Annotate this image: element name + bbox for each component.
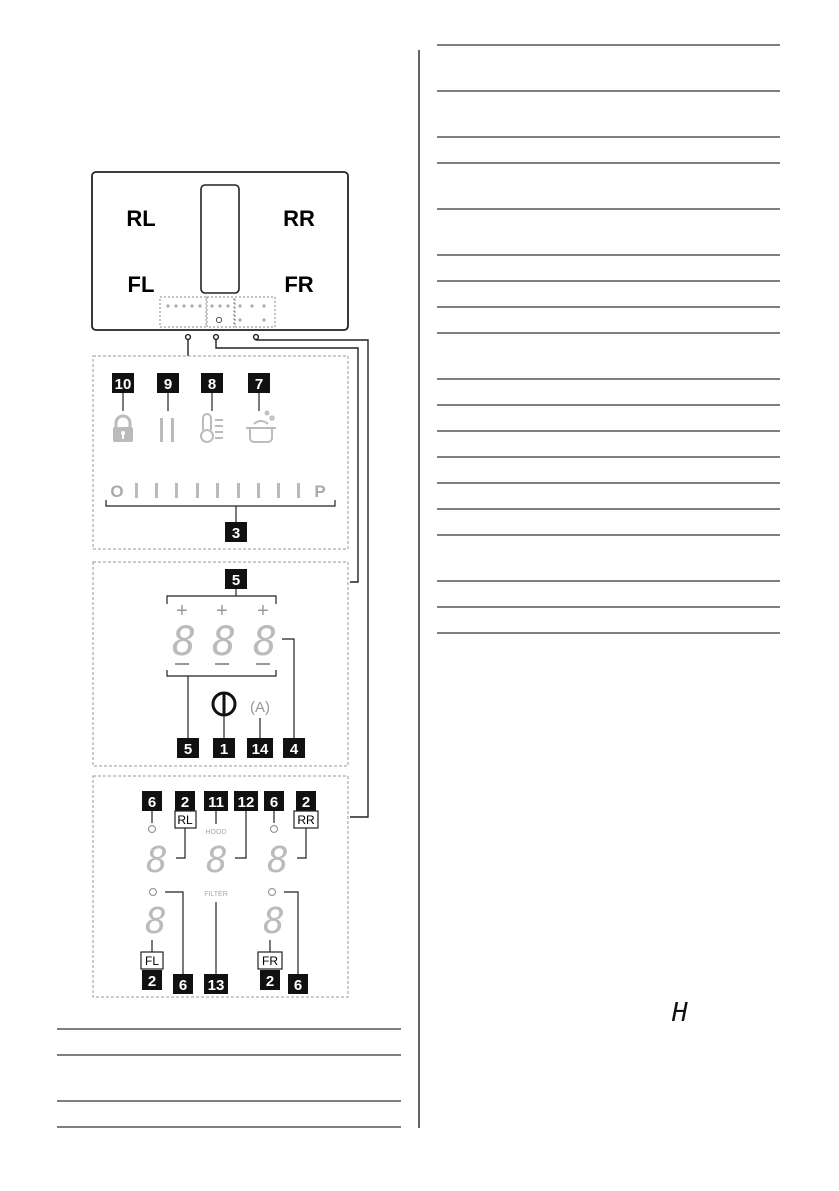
digit-rr: 8 (267, 840, 289, 881)
timer-icon-rr[interactable] (271, 826, 278, 833)
badge-zone-fr: 2 (265, 973, 275, 990)
badge-display: 4 (289, 741, 299, 758)
slider-start-label: O (110, 482, 124, 501)
power-icon[interactable] (213, 693, 235, 715)
slider-bracket (106, 500, 335, 506)
badge-auto: 14 (251, 741, 269, 758)
digit-display-2: 8 (211, 619, 237, 665)
panel-c (93, 776, 348, 997)
digit-fr: 8 (263, 901, 285, 942)
badge-timer-fl: 6 (178, 977, 188, 994)
zone-fl-label: FL (127, 272, 155, 297)
lock-icon[interactable] (113, 416, 133, 442)
digit-rl: 8 (146, 840, 168, 881)
badge-zone-rr: 2 (301, 794, 311, 811)
badge-keep-warm: 8 (207, 376, 217, 393)
filter-label[interactable]: FILTER (204, 891, 228, 898)
digit-fl: 8 (145, 901, 167, 942)
panel-a (93, 356, 348, 549)
badge-pause: 9 (163, 376, 173, 393)
boil-pot-icon[interactable] (246, 412, 276, 442)
timer-icon-rl[interactable] (149, 826, 156, 833)
hob-diagram (92, 172, 348, 330)
digit-hood: 8 (206, 840, 228, 881)
timer-icon-fl[interactable] (150, 889, 157, 896)
slider-end-label: P (314, 482, 326, 501)
badge-hood: 11 (208, 794, 224, 811)
zone-rr-label: RR (283, 206, 315, 231)
hood-label[interactable]: HOOD (205, 829, 227, 836)
badge-boil: 7 (254, 376, 264, 393)
badge-zone-fl: 2 (147, 973, 157, 990)
digit-display-3: 8 (252, 619, 278, 665)
plus-button-3[interactable]: + (257, 600, 269, 622)
right-table-rules (437, 45, 780, 633)
power-slider[interactable] (135, 483, 300, 498)
zone-fl-button[interactable]: FL (144, 954, 160, 968)
zone-rl-label: RL (126, 206, 156, 231)
badge-filter: 13 (207, 977, 225, 994)
panel-b (93, 562, 348, 766)
digit-display-1: 8 (171, 619, 197, 665)
badge-timer-fr: 6 (293, 977, 303, 994)
thermometer-icon[interactable] (201, 414, 223, 442)
badge-timer-rl: 6 (147, 794, 157, 811)
connector-lines (183, 335, 368, 817)
plus-button-1[interactable]: + (176, 600, 188, 622)
badge-minus-group: 5 (183, 741, 193, 758)
zone-rl-button[interactable]: RL (177, 813, 193, 827)
hood-vent (201, 185, 239, 293)
badge-slider: 3 (231, 525, 241, 542)
badge-zone-rl: 2 (180, 794, 190, 811)
pause-icon[interactable] (160, 418, 174, 442)
badge-lock: 10 (114, 376, 132, 393)
left-table-rules (57, 1029, 401, 1127)
zone-rr-button[interactable]: RR (297, 813, 315, 827)
badge-plus-group: 5 (231, 572, 241, 589)
zone-fr-label: FR (284, 272, 314, 297)
badge-hood-digit: 12 (237, 794, 255, 811)
plus-button-2[interactable]: + (216, 600, 228, 622)
h-symbol: H (672, 998, 688, 1028)
badge-power: 1 (219, 741, 229, 758)
auto-mode-icon[interactable]: (A) (250, 699, 270, 716)
zone-fr-button[interactable]: FR (262, 954, 278, 968)
timer-icon-fr[interactable] (269, 889, 276, 896)
badge-timer-rr: 6 (269, 794, 279, 811)
